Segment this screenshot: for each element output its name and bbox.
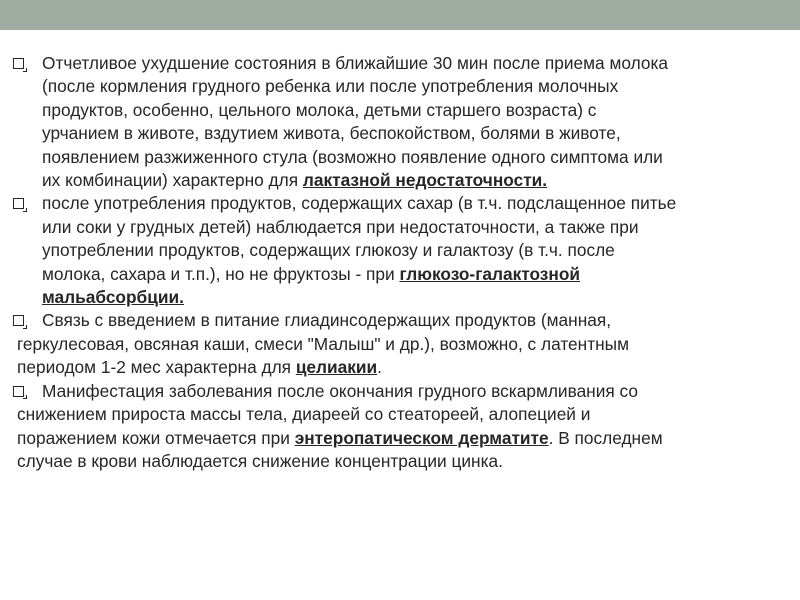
text-line: геркулесовая, овсяная каши, смеси "Малыш" и др.), возможно, с латентным <box>17 333 629 354</box>
slide-body <box>0 52 800 473</box>
text-segment: . В последнем <box>548 427 663 448</box>
checkbox-bullet-icon <box>13 198 24 209</box>
text-line: урчанием в животе, вздутием живота, беспокойством, болями в животе, <box>42 123 621 144</box>
text-line: Связь с введением в питание глиадинсодержащих продуктов (манная, <box>42 310 612 331</box>
text-line: или соки у грудных детей) наблюдается при недостаточности, а также при <box>42 216 639 237</box>
term-celiac: целиакии <box>295 357 378 378</box>
list-item-lactase <box>0 52 800 192</box>
list-item-glucose-galactose <box>0 192 800 309</box>
text-line <box>0 263 800 286</box>
checkbox-bullet-icon <box>13 315 24 326</box>
text-line: употреблении продуктов, содержащих глюкозу и галактозу (в т.ч. после <box>42 240 615 261</box>
text-line <box>0 286 800 309</box>
term-malabsorption: мальабсорбции. <box>42 287 184 308</box>
text-line: после употребления продуктов, содержащих сахар (в т.ч. подслащенное питье <box>42 193 677 214</box>
text-line <box>0 356 800 379</box>
text-line: Отчетливое ухудшение состояния в ближайшие 30 мин после приема молока <box>42 53 669 73</box>
text-line: Манифестация заболевания после окончания грудного вскармливания со <box>42 380 638 401</box>
text-line <box>0 427 800 450</box>
text-segment: поражением кожи отмечается при <box>17 427 295 448</box>
text-segment: их комбинации) характерно для <box>42 170 303 191</box>
text-line: продуктов, особенно, цельного молока, детьми старшего возраста) с <box>42 99 597 120</box>
text-segment: молока, сахара и т.п.), но не фруктозы - при <box>42 263 400 284</box>
text-line <box>0 169 800 192</box>
text-line: (после кормления грудного ребенка или после употребления молочных <box>42 76 619 97</box>
text-line: случае в крови наблюдается снижение концентрации цинка. <box>17 450 503 471</box>
checkbox-bullet-icon <box>13 386 24 397</box>
term-enteropathic-dermatitis: энтеропатическом дерматите <box>294 427 549 448</box>
slide-header-bar <box>0 0 800 30</box>
list-item-enteropathic <box>0 380 800 474</box>
term-lactase-deficiency: лактазной недостаточности. <box>302 170 548 191</box>
list-item-celiac <box>0 309 800 379</box>
checkbox-bullet-icon <box>13 58 24 69</box>
term-glucose-galactose: глюкозо-галактозной <box>399 263 581 284</box>
text-line: появлением разжиженного стула (возможно появление одного симптома или <box>42 146 663 167</box>
text-line: снижением прироста массы тела, диареей со стеатореей, алопецией и <box>17 404 591 425</box>
text-segment: периодом 1-2 мес характерна для <box>17 357 296 378</box>
text-segment: . <box>377 357 382 378</box>
